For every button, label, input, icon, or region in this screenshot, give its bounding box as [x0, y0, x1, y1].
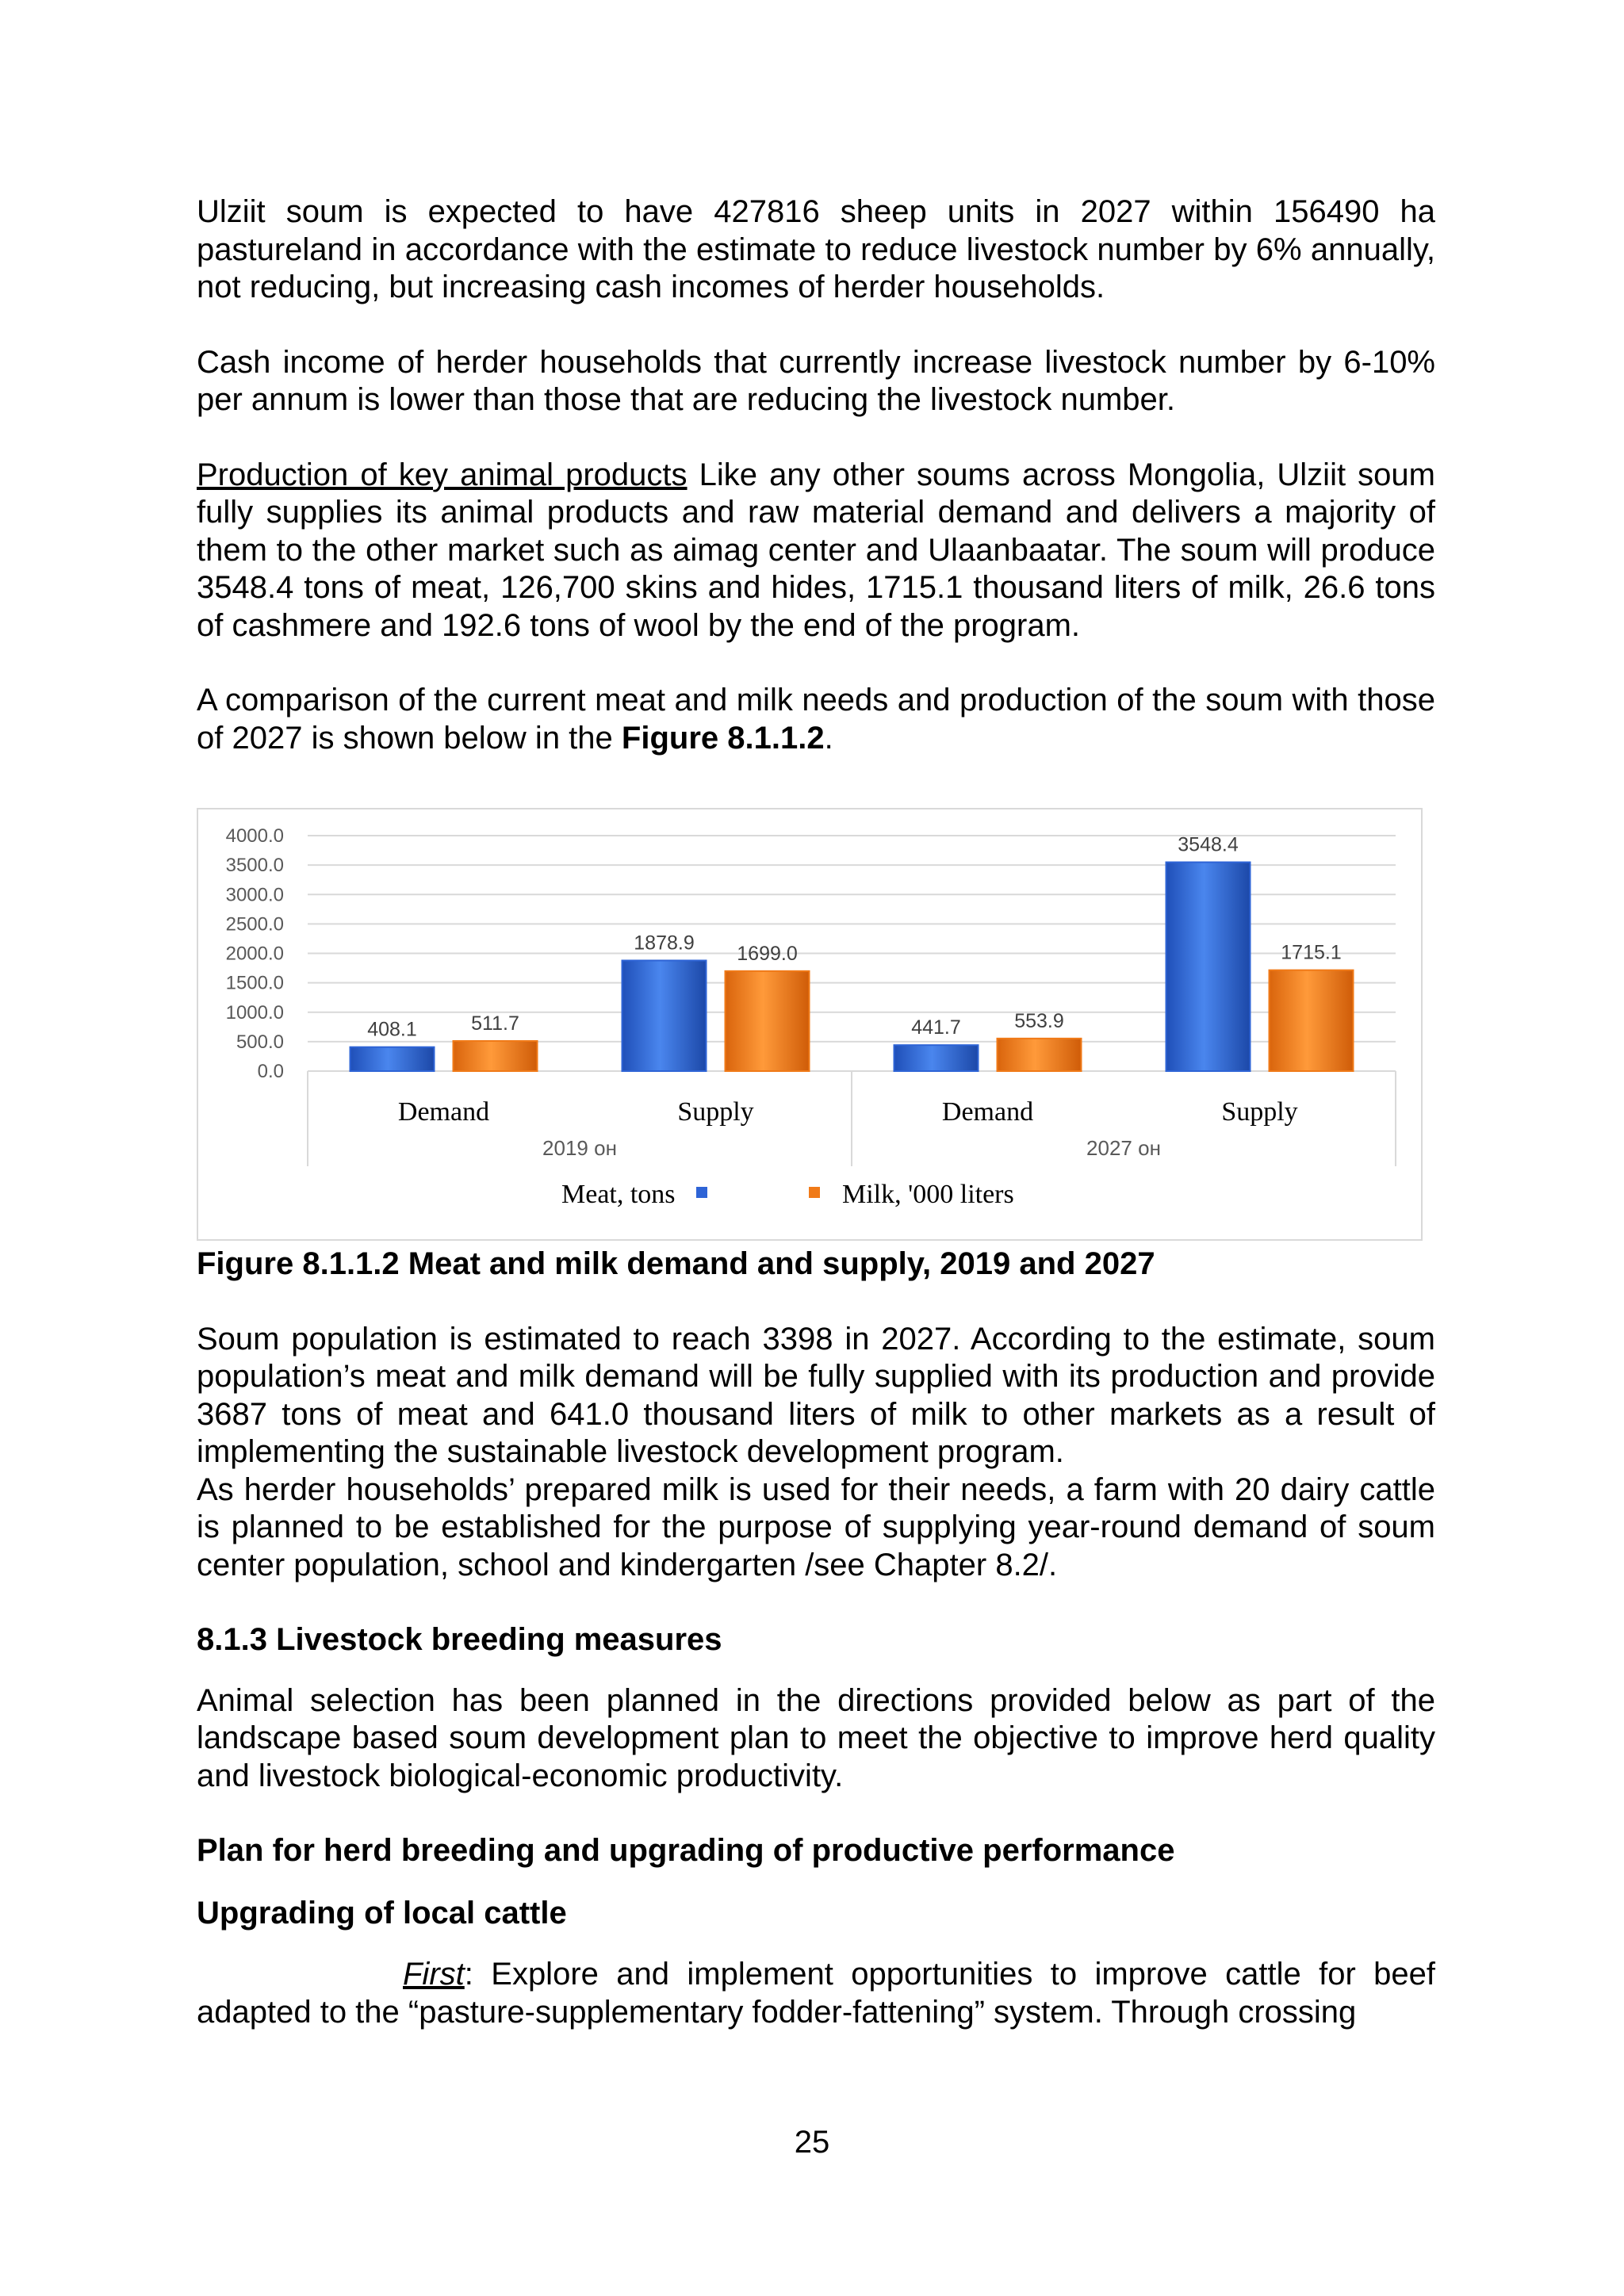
y-tick-label: 2000.0: [225, 943, 284, 965]
group-label: 2019 он: [542, 1136, 617, 1160]
y-tick-label: 3000.0: [225, 884, 284, 906]
data-label: 1699.0: [737, 942, 798, 965]
bar-meat: [350, 1047, 435, 1071]
chart-canvas: [198, 809, 1424, 1242]
y-tick-label: 3500.0: [225, 855, 284, 877]
heading-upgrading-cattle: Upgrading of local cattle: [197, 1895, 567, 1931]
bar-meat: [1166, 863, 1251, 1071]
paragraph-comparison: [197, 682, 1435, 757]
animal-products-text: Like any other soums across Mongolia, Ulziit soum fully supplies its animal products and raw material demand and delivers a majority of them to the other market such as aimag center and Ulaanbaatar. The soum will produce 3548.4 tons of meat, 126,700 skins and hides, 1715.1 thousand liters of milk, 26.6 tons of cashmere and 192.6 tons of wool by the end of the program.: [197, 457, 1435, 643]
document-page: [197, 193, 1435, 2031]
first-label: First: [403, 1957, 465, 1992]
y-tick-label: 500.0: [236, 1031, 284, 1053]
category-label: Demand: [941, 1097, 1034, 1127]
bar-milk: [726, 971, 810, 1071]
bar-meat: [622, 960, 707, 1071]
comparison-period: .: [824, 720, 833, 756]
y-tick-label: 1000.0: [225, 1001, 284, 1024]
legend-meat-label: Meat, tons: [561, 1180, 676, 1209]
y-tick-label: 1500.0: [225, 972, 284, 994]
data-label: 3548.4: [1178, 833, 1239, 856]
data-label: 553.9: [1014, 1009, 1064, 1032]
paragraph-cash-income: Cash income of herder households that currently increase livestock number by 6-10% per annum is lower than those that are reducing the livestock number.: [197, 344, 1435, 417]
bar-milk: [998, 1039, 1082, 1071]
legend-milk-label: Milk, '000 liters: [842, 1180, 1014, 1209]
page-number: 25: [794, 2125, 830, 2160]
category-label: Demand: [397, 1097, 490, 1127]
paragraph-animal-selection: Animal selection has been planned in the directions provided below as part of the landscape based soum development plan to meet the objective to improve herd quality and livestock biological-economic productivity.: [197, 1682, 1435, 1793]
category-label: Supply: [1221, 1097, 1298, 1127]
legend-meat-swatch: [696, 1187, 707, 1198]
data-label: 441.7: [911, 1016, 961, 1039]
data-label: 408.1: [367, 1018, 417, 1041]
bar-milk: [454, 1041, 538, 1071]
bar-milk: [1270, 970, 1354, 1071]
paragraph-population: Soum population is estimated to reach 3398 in 2027. According to the estimate, soum population’s meat and milk demand will be fully supplied with its production and provide 3687 tons of meat and 641.0 thousand liters of milk to other markets as a result of implementing the sustainable livestock development program.: [197, 1321, 1435, 1469]
first-measure-text: : Explore and implement opportunities to improve cattle for beef adapted to the “pasture-supplementary fodder-fattening” system. Through crossing: [197, 1957, 1435, 2030]
comparison-text: A comparison of the current meat and milk needs and production of the soum with those of 2027 is shown below in the: [197, 683, 1435, 756]
group-label: 2027 он: [1086, 1136, 1161, 1160]
animal-products-heading: Production of key animal products: [197, 457, 688, 492]
legend-milk-swatch: [809, 1187, 820, 1198]
paragraph-first-measure: [197, 1956, 1435, 2031]
data-label: 1878.9: [634, 932, 695, 955]
category-label: Supply: [677, 1097, 754, 1127]
meat-milk-chart: [197, 808, 1423, 1241]
bar-meat: [894, 1045, 979, 1071]
paragraph-animal-products: [197, 457, 1435, 645]
paragraph-dairy-farm: As herder households’ prepared milk is used for their needs, a farm with 20 dairy cattle is planned to be established for the purpose of supplying year-round demand of soum center population, school and kindergarten /see Chapter 8.2/.: [197, 1471, 1435, 1582]
figure-reference: Figure 8.1.1.2: [621, 720, 825, 756]
data-label: 1715.1: [1281, 941, 1342, 964]
heading-herd-breeding-plan: Plan for herd breeding and upgrading of productive performance: [197, 1833, 1175, 1868]
section-heading-breeding: 8.1.3 Livestock breeding measures: [197, 1622, 722, 1657]
data-label: 511.7: [471, 1012, 519, 1035]
y-tick-label: 0.0: [257, 1061, 284, 1082]
y-tick-label: 2500.0: [225, 913, 284, 936]
figure-caption: Figure 8.1.1.2 Meat and milk demand and supply, 2019 and 2027: [197, 1246, 1155, 1281]
y-tick-label: 4000.0: [225, 825, 284, 847]
paragraph-sheep-units: Ulziit soum is expected to have 427816 sheep units in 2027 within 156490 ha pastureland in accordance with the estimate to reduce livestock number by 6% annually, not reducing, but increasing cash incomes of herder households.: [197, 194, 1435, 304]
